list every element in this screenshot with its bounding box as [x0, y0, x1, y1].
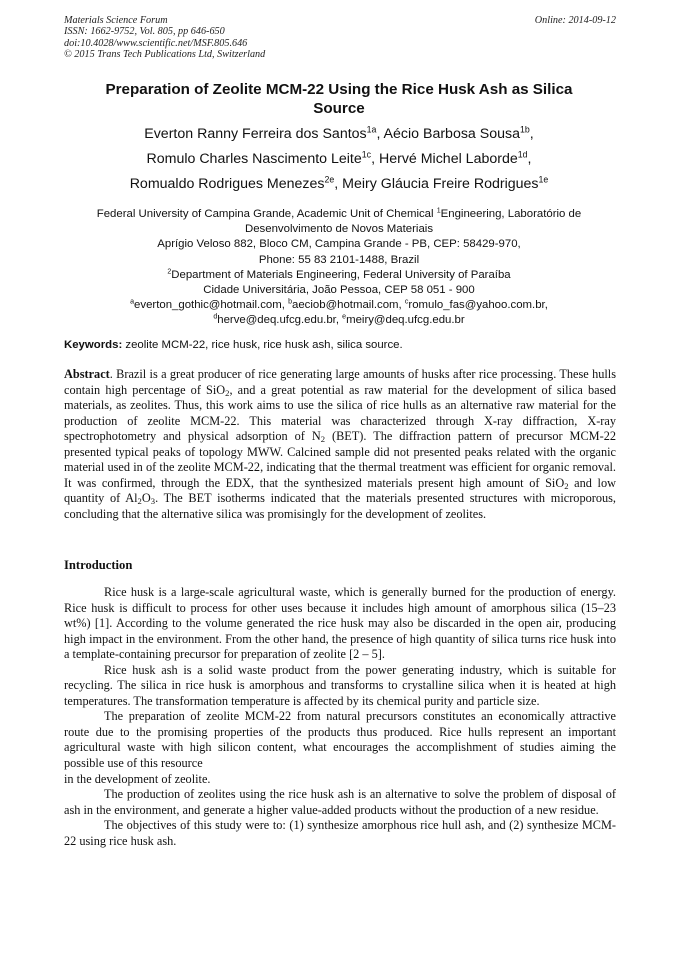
paragraph: The preparation of zeolite MCM-22 from natural precursors constitutes an economically attractive route due to the promising properties of the products thus produced. Rice hulls represent an important agricultural waste with high silicon content, what encourages the accomplishment of studies aiming the possible use of this resource	[64, 709, 616, 771]
abstract: Abstract. Brazil is a great producer of rice generating large amounts of husks after rice processing. These hulls contain high percentage of SiO$_2$, and a great potential as raw material for the development of silica based materials, as zeolites. Thus, this work aims to use the silica of rice hulls as an alternative raw material for the production of zeolite MCM-22. This material was characterized through X-ray diffraction, X-ray spectrophotometry and physical adsorption of $N_2$ (BET). The diffraction pattern of precursor MCM-22 presented typical peaks of topology MWW. Calcined sample did not presented peaks related with the organic material used in of the zeolite MCM-22, indicating that the thermal treatment was efficient for organic removal. It was confirmed, through the EDX, that the synthesized materials present high amount of SiO$_2$ and low quantity of $Al_2O_3$. The BET isotherms indicated that the materials presented structures with microporous, concluding that the alternative silica was promisingly for the development of zeolites.	[64, 367, 617, 521]
paragraph: Rice husk ash is a solid waste product from the power generating industry, which is suitable for recycling. The silica in rice husk is amorphous and transforms to crystalline silica when it is heated at high temperatures. The transformation temperature is affected by its chemical purity and particle size.	[64, 662, 616, 708]
journal-name: Materials Science Forum	[64, 15, 168, 26]
keywords-label: Keywords:	[64, 339, 123, 351]
paragraph-continuation: in the development of zeolite.	[64, 771, 211, 786]
section-heading-introduction: Introduction	[64, 558, 133, 572]
keywords	[64, 338, 616, 353]
author-sup: 1c	[361, 149, 372, 160]
paper-title	[70, 80, 608, 118]
copyright: © 2015 Trans Tech Publications Ltd, Switzerland	[64, 49, 266, 61]
author-sup: 1e	[538, 174, 549, 185]
introduction-body	[64, 585, 616, 849]
email-link[interactable]: romulo_fas@yahoo.com.br,	[408, 299, 548, 312]
title-line-1: Preparation of Zeolite MCM-22 Using the Rice Husk Ash as Silica	[105, 81, 573, 98]
doi: doi:10.4028/www.scientific.net/MSF.805.646	[64, 37, 248, 49]
title-line-2: Source	[313, 100, 365, 117]
author-name: Everton Ranny Ferreira dos Santos	[144, 126, 367, 142]
paragraph: The objectives of this study were to: (1) synthesize amorphous rice hull ash, and (2) synthesize MCM-22 using rice husk ash.	[64, 818, 616, 848]
author-name: Romulo Charles Nascimento Leite	[146, 151, 362, 167]
author-sup: 1d	[517, 149, 528, 160]
author-sup: 1b	[520, 124, 530, 135]
author-name: Hervé Michel Laborde	[378, 151, 518, 167]
journal-header	[64, 15, 616, 61]
paragraph: Rice husk is a large-scale agricultural waste, which is generally burned for the production of energy. Rice husk is difficult to process for other uses because it includes high amount of amorphous silica (15–23 wt%) [1]. According to the volume generated the rice husk may also be discarded in the open air, producing high impact in the environment. From the other hand, the presence of high quantity of silica turns rice husk into a template-containing precursor for preparation of zeolite [2 – 5].	[64, 585, 616, 662]
email-link[interactable]: meiry@deq.ufcg.edu.br	[346, 314, 465, 327]
issn: ISSN: 1662-9752, Vol. 805, pp 646-650	[64, 26, 225, 38]
email-line-1: $^a$everton_gothic@hotmail.com, $^b$aeciob@hotmail.com, $^c$romulo_fas@yahoo.com.br,	[130, 298, 548, 312]
abstract-label: Abstract	[64, 367, 110, 381]
email-link[interactable]: everton_gothic@hotmail.com,	[134, 299, 289, 312]
author-name: Meiry Gláucia Freire Rodrigues	[342, 176, 539, 192]
affiliation-2: $^2$Department of Materials Engineering, Federal University of Paraíba	[167, 268, 511, 281]
paragraph: The production of zeolites using the rice husk ash is an alternative to solve the problem of disposal of ash in the environment, and generate a higher value-added products without the production of a new residue.	[64, 787, 616, 817]
author-name: Romualdo Rodrigues Menezes	[129, 176, 325, 192]
keywords-text: zeolite MCM-22, rice husk, rice husk ash, silica source.	[125, 339, 403, 351]
affiliation-1: Federal University of Campina Grande, Academic Unit of Chemical $^1$Engineering, Laboratório de	[96, 207, 582, 220]
email-link[interactable]: herve@deq.ufcg.edu.br,	[217, 314, 343, 327]
online-date: Online: 2014-09-12	[534, 15, 616, 26]
author-sup: 2e	[324, 174, 335, 185]
email-line-2: $^d$herve@deq.ufcg.edu.br, $^e$meiry@deq.ufcg.edu.br	[213, 313, 465, 327]
author-sup: 1a	[366, 124, 377, 135]
author-name: Aécio Barbosa Sousa	[383, 126, 520, 142]
author-list: Everton Ranny Ferreira dos Santos$^{1a}$, Aécio Barbosa Sousa$^{1b}$, Romulo Charles Nascimento Leite$^{1c}$, Hervé Michel Laborde$^{1d}$, Romualdo Rodrigues Menezes$^{2e}$, Meiry Gláucia Freire Rodrigues$^{1e}$	[129, 124, 549, 192]
email-link[interactable]: aeciob@hotmail.com,	[292, 299, 405, 312]
affiliations: Federal University of Campina Grande, Academic Unit of Chemical $^1$Engineering, Laboratório de Desenvolvimento de Novos Materiais Aprígio Veloso 882, Bloco CM, Campina Grande - PB, CEP: 58429-970, Phone: 55 83 2101-1488, Brazil $^2$Department of Materials Engineering, Federal University of Paraíba Cidade Universitária, João Pessoa, CEP 58 051 - 900 $^a$everton_gothic@hotmail.com, $^b$aeciob@hotmail.com, $^c$romulo_fas@yahoo.com.br, $^d$herve@deq.ufcg.edu.br, $^e$meiry@deq.ufcg.edu.br	[50, 207, 628, 329]
